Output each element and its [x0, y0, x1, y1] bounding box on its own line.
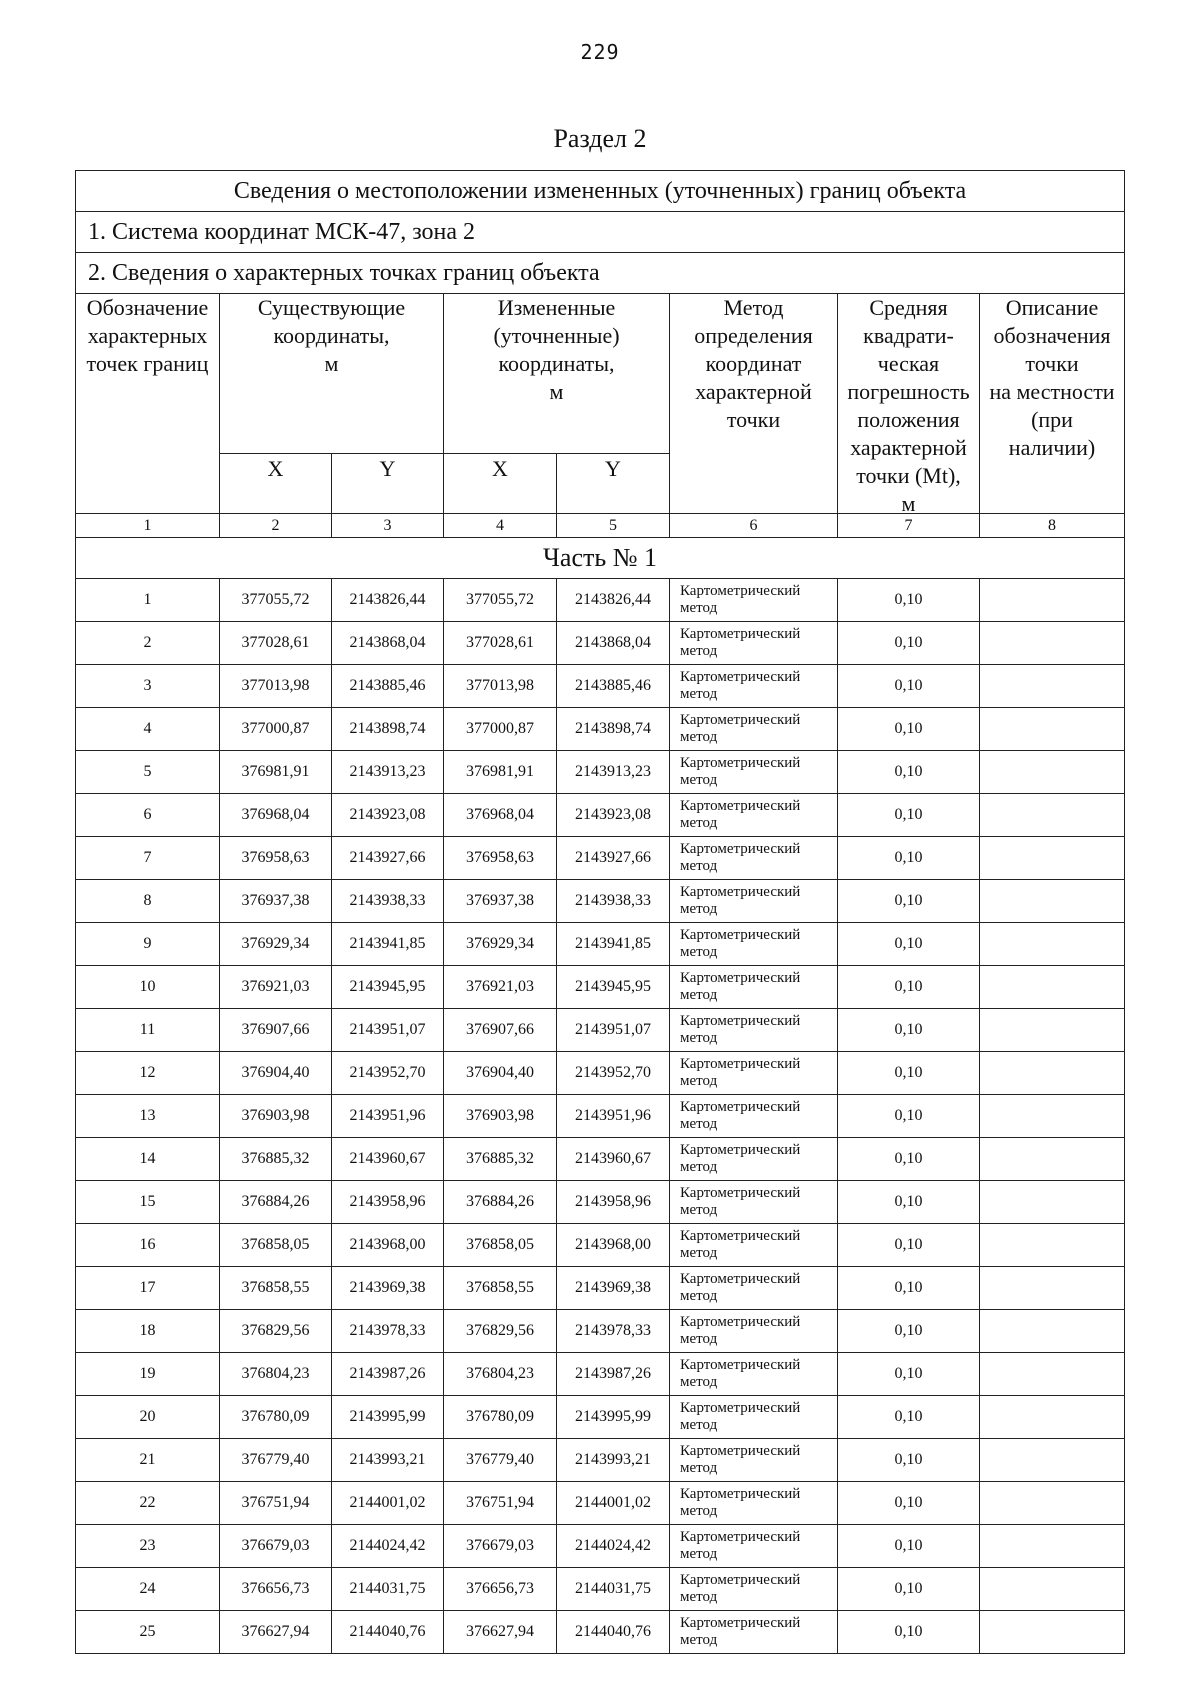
changed-y-cell: 2143952,70	[557, 1052, 670, 1095]
error-cell: 0,10	[838, 1009, 980, 1052]
changed-x-cell: 376884,26	[444, 1181, 557, 1224]
error-cell: 0,10	[838, 1568, 980, 1611]
error-cell: 0,10	[838, 751, 980, 794]
changed-x-cell: 376829,56	[444, 1310, 557, 1353]
error-cell: 0,10	[838, 923, 980, 966]
point-number-cell: 24	[76, 1568, 220, 1611]
table-row	[76, 579, 1125, 622]
point-number-cell: 9	[76, 923, 220, 966]
method-cell: Картометрический метод	[670, 1095, 838, 1138]
method-cell: Картометрический метод	[670, 1009, 838, 1052]
existing-x-cell: 376885,32	[220, 1138, 332, 1181]
changed-y-cell: 2143995,99	[557, 1396, 670, 1439]
changed-x-cell: 376981,91	[444, 751, 557, 794]
table-body	[76, 171, 1125, 1654]
error-cell: 0,10	[838, 1138, 980, 1181]
point-number-cell: 3	[76, 665, 220, 708]
method-cell: Картометрический метод	[670, 794, 838, 837]
existing-x-cell: 376858,05	[220, 1224, 332, 1267]
existing-y-cell: 2143941,85	[332, 923, 444, 966]
header-method: Метод определения координат характерной точки	[670, 294, 838, 514]
description-cell	[980, 966, 1125, 1009]
description-cell	[980, 622, 1125, 665]
existing-x-cell: 377028,61	[220, 622, 332, 665]
changed-y-cell: 2143968,00	[557, 1224, 670, 1267]
changed-y-cell: 2143978,33	[557, 1310, 670, 1353]
header-changed-x: X	[444, 454, 557, 514]
column-number: 4	[444, 514, 557, 538]
existing-y-cell: 2144040,76	[332, 1611, 444, 1654]
existing-y-cell: 2143978,33	[332, 1310, 444, 1353]
changed-x-cell: 376903,98	[444, 1095, 557, 1138]
changed-y-cell: 2143993,21	[557, 1439, 670, 1482]
existing-x-cell: 376779,40	[220, 1439, 332, 1482]
error-cell: 0,10	[838, 665, 980, 708]
existing-x-cell: 376679,03	[220, 1525, 332, 1568]
error-cell: 0,10	[838, 1267, 980, 1310]
method-cell: Картометрический метод	[670, 1611, 838, 1654]
point-number-cell: 18	[76, 1310, 220, 1353]
changed-x-cell: 376679,03	[444, 1525, 557, 1568]
table-row	[76, 751, 1125, 794]
column-number: 7	[838, 514, 980, 538]
point-number-cell: 20	[76, 1396, 220, 1439]
description-cell	[980, 1267, 1125, 1310]
changed-x-cell: 376929,34	[444, 923, 557, 966]
existing-y-cell: 2143960,67	[332, 1138, 444, 1181]
changed-x-cell: 376968,04	[444, 794, 557, 837]
description-cell	[980, 880, 1125, 923]
table-row	[76, 837, 1125, 880]
table-row	[76, 1224, 1125, 1267]
point-number-cell: 15	[76, 1181, 220, 1224]
point-number-cell: 5	[76, 751, 220, 794]
changed-y-cell: 2143898,74	[557, 708, 670, 751]
error-cell: 0,10	[838, 1310, 980, 1353]
error-cell: 0,10	[838, 1181, 980, 1224]
changed-x-cell: 376904,40	[444, 1052, 557, 1095]
description-cell	[980, 1568, 1125, 1611]
existing-y-cell: 2144024,42	[332, 1525, 444, 1568]
changed-x-cell: 376780,09	[444, 1396, 557, 1439]
error-cell: 0,10	[838, 794, 980, 837]
changed-y-cell: 2143938,33	[557, 880, 670, 923]
changed-y-cell: 2143945,95	[557, 966, 670, 1009]
existing-x-cell: 376904,40	[220, 1052, 332, 1095]
page-number: 229	[580, 40, 620, 64]
table-row	[76, 923, 1125, 966]
table-row	[76, 1568, 1125, 1611]
changed-y-cell: 2143941,85	[557, 923, 670, 966]
method-cell: Картометрический метод	[670, 923, 838, 966]
existing-x-cell: 376751,94	[220, 1482, 332, 1525]
existing-y-cell: 2143995,99	[332, 1396, 444, 1439]
table-title: Сведения о местоположении измененных (уточненных) границ объекта	[76, 171, 1125, 212]
table-row	[76, 1009, 1125, 1052]
existing-y-cell: 2143927,66	[332, 837, 444, 880]
header-existing-coords: Существующие координаты, м	[220, 294, 444, 454]
description-cell	[980, 579, 1125, 622]
points-info-label: 2. Сведения о характерных точках границ объекта	[76, 253, 1125, 294]
description-cell	[980, 1310, 1125, 1353]
description-cell	[980, 1611, 1125, 1654]
point-number-cell: 17	[76, 1267, 220, 1310]
method-cell: Картометрический метод	[670, 1052, 838, 1095]
changed-x-cell: 376921,03	[444, 966, 557, 1009]
header-designation: Обозначение характерных точек границ	[76, 294, 220, 514]
error-cell: 0,10	[838, 880, 980, 923]
error-cell: 0,10	[838, 1611, 980, 1654]
table-row	[76, 794, 1125, 837]
error-cell: 0,10	[838, 1439, 980, 1482]
existing-y-cell: 2143938,33	[332, 880, 444, 923]
coord-system-label: 1. Система координат МСК-47, зона 2	[76, 212, 1125, 253]
point-number-cell: 1	[76, 579, 220, 622]
point-number-cell: 14	[76, 1138, 220, 1181]
changed-x-cell: 377013,98	[444, 665, 557, 708]
point-number-cell: 7	[76, 837, 220, 880]
method-cell: Картометрический метод	[670, 1310, 838, 1353]
existing-y-cell: 2143826,44	[332, 579, 444, 622]
existing-x-cell: 376656,73	[220, 1568, 332, 1611]
existing-x-cell: 376958,63	[220, 837, 332, 880]
changed-x-cell: 376907,66	[444, 1009, 557, 1052]
description-cell	[980, 1009, 1125, 1052]
column-number: 5	[557, 514, 670, 538]
description-cell	[980, 1396, 1125, 1439]
description-cell	[980, 751, 1125, 794]
table-row	[76, 1525, 1125, 1568]
changed-x-cell: 376627,94	[444, 1611, 557, 1654]
error-cell: 0,10	[838, 1525, 980, 1568]
changed-y-cell: 2144024,42	[557, 1525, 670, 1568]
existing-x-cell: 376829,56	[220, 1310, 332, 1353]
point-number-cell: 6	[76, 794, 220, 837]
changed-y-cell: 2143987,26	[557, 1353, 670, 1396]
existing-x-cell: 376627,94	[220, 1611, 332, 1654]
method-cell: Картометрический метод	[670, 622, 838, 665]
existing-x-cell: 376804,23	[220, 1353, 332, 1396]
point-number-cell: 2	[76, 622, 220, 665]
table-row	[76, 1138, 1125, 1181]
point-number-cell: 12	[76, 1052, 220, 1095]
column-number: 3	[332, 514, 444, 538]
existing-y-cell: 2143968,00	[332, 1224, 444, 1267]
existing-y-cell: 2143885,46	[332, 665, 444, 708]
description-cell	[980, 1181, 1125, 1224]
description-cell	[980, 1482, 1125, 1525]
method-cell: Картометрический метод	[670, 966, 838, 1009]
method-cell: Картометрический метод	[670, 708, 838, 751]
description-cell	[980, 1224, 1125, 1267]
error-cell: 0,10	[838, 1095, 980, 1138]
table-row	[76, 1611, 1125, 1654]
point-number-cell: 25	[76, 1611, 220, 1654]
changed-y-cell: 2143951,07	[557, 1009, 670, 1052]
point-number-cell: 10	[76, 966, 220, 1009]
changed-y-cell: 2144031,75	[557, 1568, 670, 1611]
error-cell: 0,10	[838, 1224, 980, 1267]
method-cell: Картометрический метод	[670, 1439, 838, 1482]
method-cell: Картометрический метод	[670, 1482, 838, 1525]
header-changed-coords: Измененные (уточненные) координаты, м	[444, 294, 670, 454]
table-row	[76, 966, 1125, 1009]
changed-x-cell: 376751,94	[444, 1482, 557, 1525]
point-number-cell: 21	[76, 1439, 220, 1482]
existing-y-cell: 2143898,74	[332, 708, 444, 751]
existing-y-cell: 2144001,02	[332, 1482, 444, 1525]
description-cell	[980, 1353, 1125, 1396]
description-cell	[980, 665, 1125, 708]
header-description: Описание обозначения точки на местности (при наличии)	[980, 294, 1125, 514]
existing-x-cell: 377000,87	[220, 708, 332, 751]
existing-y-cell: 2143923,08	[332, 794, 444, 837]
changed-y-cell: 2143958,96	[557, 1181, 670, 1224]
table-row	[76, 1439, 1125, 1482]
section-title: Раздел 2	[553, 124, 647, 153]
error-cell: 0,10	[838, 1052, 980, 1095]
changed-x-cell: 376656,73	[444, 1568, 557, 1611]
existing-x-cell: 376858,55	[220, 1267, 332, 1310]
header-existing-x: X	[220, 454, 332, 514]
existing-y-cell: 2143868,04	[332, 622, 444, 665]
changed-y-cell: 2143885,46	[557, 665, 670, 708]
changed-x-cell: 377028,61	[444, 622, 557, 665]
table-row	[76, 1095, 1125, 1138]
method-cell: Картометрический метод	[670, 880, 838, 923]
existing-x-cell: 376884,26	[220, 1181, 332, 1224]
point-number-cell: 4	[76, 708, 220, 751]
table-row	[76, 1052, 1125, 1095]
description-cell	[980, 1138, 1125, 1181]
existing-x-cell: 376903,98	[220, 1095, 332, 1138]
existing-x-cell: 376907,66	[220, 1009, 332, 1052]
table-row	[76, 1310, 1125, 1353]
point-number-cell: 8	[76, 880, 220, 923]
method-cell: Картометрический метод	[670, 1353, 838, 1396]
changed-y-cell: 2143923,08	[557, 794, 670, 837]
existing-y-cell: 2143958,96	[332, 1181, 444, 1224]
existing-y-cell: 2143952,70	[332, 1052, 444, 1095]
existing-y-cell: 2143969,38	[332, 1267, 444, 1310]
existing-x-cell: 377013,98	[220, 665, 332, 708]
description-cell	[980, 708, 1125, 751]
error-cell: 0,10	[838, 1353, 980, 1396]
changed-x-cell: 377000,87	[444, 708, 557, 751]
header-error: Средняя квадрати- ческая погрешность положения характерной точки (Mt), м	[838, 294, 980, 514]
method-cell: Картометрический метод	[670, 1267, 838, 1310]
method-cell: Картометрический метод	[670, 1568, 838, 1611]
error-cell: 0,10	[838, 579, 980, 622]
error-cell: 0,10	[838, 966, 980, 1009]
changed-y-cell: 2143927,66	[557, 837, 670, 880]
error-cell: 0,10	[838, 837, 980, 880]
table-row	[76, 665, 1125, 708]
method-cell: Картометрический метод	[670, 665, 838, 708]
table-row	[76, 1353, 1125, 1396]
existing-y-cell: 2143951,96	[332, 1095, 444, 1138]
point-number-cell: 23	[76, 1525, 220, 1568]
changed-y-cell: 2144040,76	[557, 1611, 670, 1654]
description-cell	[980, 923, 1125, 966]
error-cell: 0,10	[838, 622, 980, 665]
method-cell: Картометрический метод	[670, 837, 838, 880]
description-cell	[980, 1439, 1125, 1482]
error-cell: 0,10	[838, 1396, 980, 1439]
description-cell	[980, 794, 1125, 837]
changed-y-cell: 2143969,38	[557, 1267, 670, 1310]
changed-x-cell: 376958,63	[444, 837, 557, 880]
changed-x-cell: 376858,55	[444, 1267, 557, 1310]
table-row	[76, 1482, 1125, 1525]
method-cell: Картометрический метод	[670, 751, 838, 794]
changed-y-cell: 2143913,23	[557, 751, 670, 794]
existing-x-cell: 376968,04	[220, 794, 332, 837]
table-row	[76, 622, 1125, 665]
point-number-cell: 16	[76, 1224, 220, 1267]
table-row	[76, 880, 1125, 923]
point-number-cell: 11	[76, 1009, 220, 1052]
changed-y-cell: 2143826,44	[557, 579, 670, 622]
point-number-cell: 13	[76, 1095, 220, 1138]
column-number-row	[76, 514, 1125, 538]
header-existing-y: Y	[332, 454, 444, 514]
column-number: 6	[670, 514, 838, 538]
point-number-cell: 22	[76, 1482, 220, 1525]
column-number: 8	[980, 514, 1125, 538]
error-cell: 0,10	[838, 708, 980, 751]
method-cell: Картометрический метод	[670, 1181, 838, 1224]
header-changed-y: Y	[557, 454, 670, 514]
existing-y-cell: 2143987,26	[332, 1353, 444, 1396]
changed-y-cell: 2144001,02	[557, 1482, 670, 1525]
changed-x-cell: 377055,72	[444, 579, 557, 622]
existing-x-cell: 376921,03	[220, 966, 332, 1009]
error-cell: 0,10	[838, 1482, 980, 1525]
description-cell	[980, 1052, 1125, 1095]
method-cell: Картометрический метод	[670, 1525, 838, 1568]
existing-x-cell: 377055,72	[220, 579, 332, 622]
point-number-cell: 19	[76, 1353, 220, 1396]
existing-y-cell: 2143913,23	[332, 751, 444, 794]
existing-y-cell: 2143945,95	[332, 966, 444, 1009]
existing-x-cell: 376937,38	[220, 880, 332, 923]
changed-x-cell: 376885,32	[444, 1138, 557, 1181]
existing-y-cell: 2143951,07	[332, 1009, 444, 1052]
existing-x-cell: 376780,09	[220, 1396, 332, 1439]
existing-x-cell: 376929,34	[220, 923, 332, 966]
description-cell	[980, 1095, 1125, 1138]
method-cell: Картометрический метод	[670, 1396, 838, 1439]
method-cell: Картометрический метод	[670, 1224, 838, 1267]
changed-x-cell: 376804,23	[444, 1353, 557, 1396]
changed-y-cell: 2143951,96	[557, 1095, 670, 1138]
description-cell	[980, 1525, 1125, 1568]
method-cell: Картометрический метод	[670, 579, 838, 622]
boundary-points-table	[75, 170, 1125, 1654]
table-row	[76, 1396, 1125, 1439]
column-number: 1	[76, 514, 220, 538]
part-label: Часть № 1	[76, 538, 1125, 579]
existing-y-cell: 2143993,21	[332, 1439, 444, 1482]
method-cell: Картометрический метод	[670, 1138, 838, 1181]
changed-y-cell: 2143960,67	[557, 1138, 670, 1181]
changed-x-cell: 376858,05	[444, 1224, 557, 1267]
changed-x-cell: 376779,40	[444, 1439, 557, 1482]
table-row	[76, 1267, 1125, 1310]
changed-x-cell: 376937,38	[444, 880, 557, 923]
column-number: 2	[220, 514, 332, 538]
existing-x-cell: 376981,91	[220, 751, 332, 794]
table-row	[76, 708, 1125, 751]
existing-y-cell: 2144031,75	[332, 1568, 444, 1611]
table-row	[76, 1181, 1125, 1224]
description-cell	[980, 837, 1125, 880]
changed-y-cell: 2143868,04	[557, 622, 670, 665]
